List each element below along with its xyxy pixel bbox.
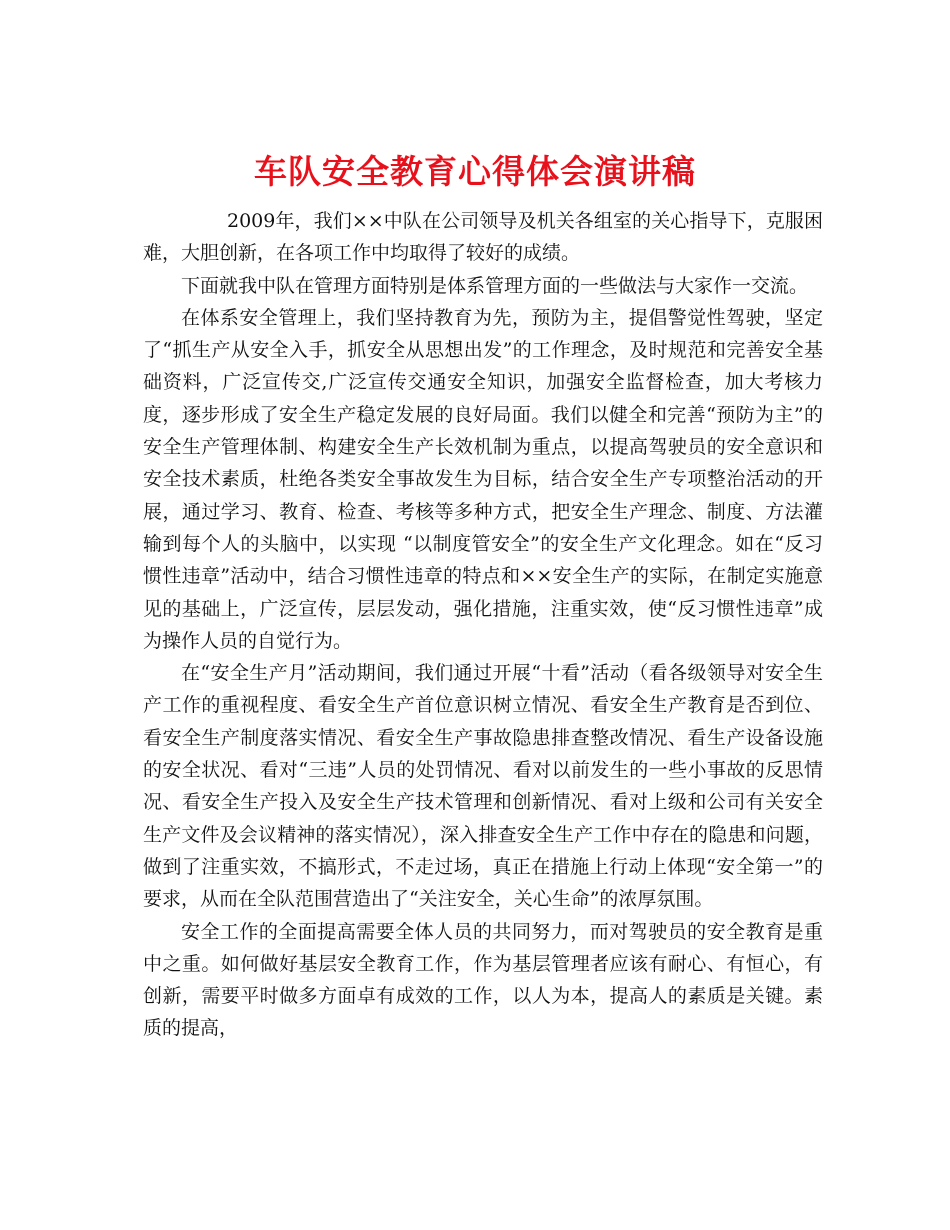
- paragraph-4: 在“安全生产月”活动期间，我们通过开展“十看”活动（看各级领导对安全生产工作的重视程度、看安全生产首位意识树立情况、看安全生产教育是否到位、看安全生产制度落实情况、看安全生产事故隐患排查整改情况、看生产设备设施的安全状况、看对“三违”人员的处罚情况、看对以前发生的一些小事故的反思情况、看安全生产投入及安全生产技术管理和创新情况、看对上级和公司有关安全生产文件及会议精神的落实情况），深入排查安全生产工作中存在的隐患和问题，做到了注重实效，不搞形式，不走过场，真正在措施上行动上体现“安全第一”的要求，从而在全队范围营造出了“关注安全，关心生命”的浓厚氛围。: [143, 662, 823, 911]
- document-title: 车队安全教育心得体会演讲稿: [254, 152, 696, 192]
- paragraph-5: 安全工作的全面提高需要全体人员的共同努力，而对驾驶员的安全教育是重中之重。如何做好基层安全教育工作，作为基层管理者应该有耐心、有恒心，有创新，需要平时做多方面卓有成效的工作，以人为本，提高人的素质是关键。素质的提高，: [143, 920, 823, 1040]
- paragraph-2: 下面就我中队在管理方面特别是体系管理方面的一些做法与大家作一交流。: [181, 274, 809, 297]
- paragraph-3: 在体系安全管理上，我们坚持教育为先，预防为主，提倡警觉性驾驶，坚定了“抓生产从安全入手，抓安全从思想出发”的工作理念，及时规范和完善安全基础资料，广泛宣传交,广泛宣传交通安全知识，加强安全监督检查，加大考核力度，逐步形成了安全生产稳定发展的良好局面。我们以健全和完善“预防为主”的安全生产管理体制、构建安全生产长效机制为重点，以提高驾驶员的安全意识和安全技术素质，杜绝各类安全事故发生为目标，结合安全生产专项整治活动的开展，通过学习、教育、检查、考核等多种方式，把安全生产理念、制度、方法灌输到每个人的头脑中，以实现 “以制度管安全”的安全生产文化理念。如在“反习惯性违章”活动中，结合习惯性违章的特点和××安全生产的实际，在制定实施意见的基础上，广泛宣传，层层发动，强化措施，注重实效，使“反习惯性违章”成为操作人员的自觉行为。: [143, 306, 823, 652]
- document-body: [143, 205, 823, 1045]
- paragraph-1: 2009年，我们××中队在公司领导及机关各组室的关心指导下，克服困难，大胆创新，在各项工作中均取得了较好的成绩。: [143, 210, 823, 265]
